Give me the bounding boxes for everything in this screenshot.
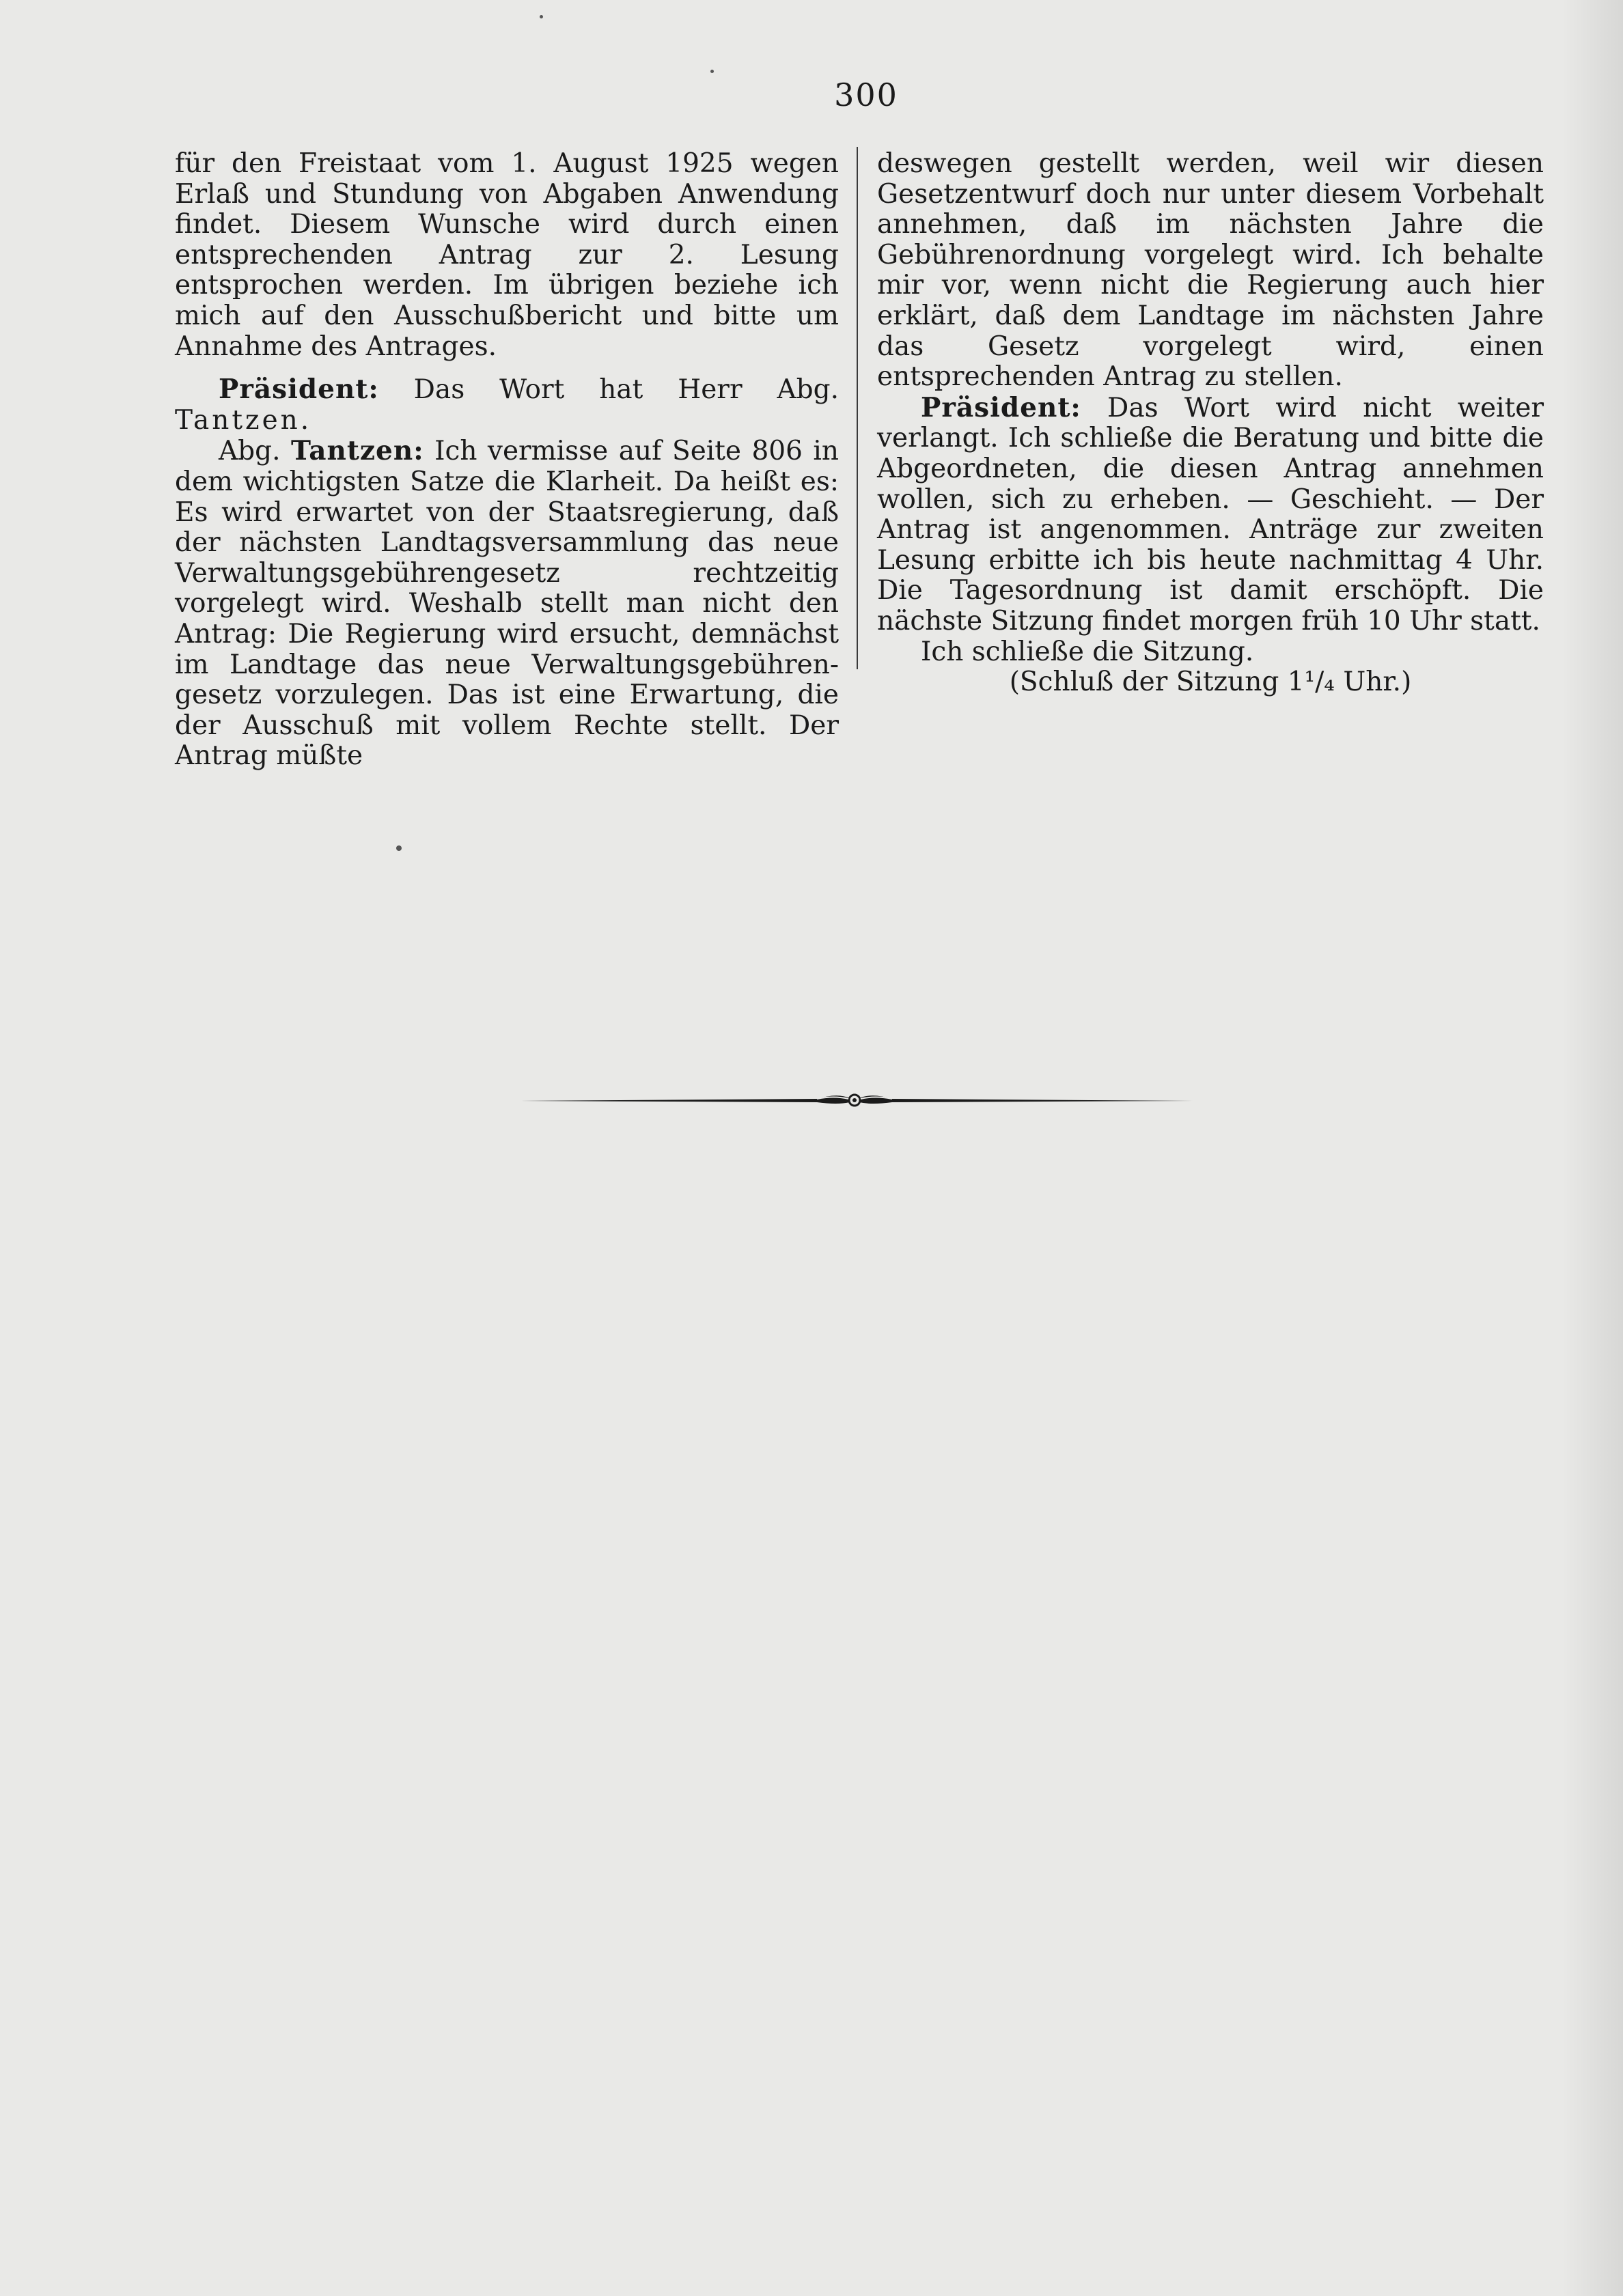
left-paragraph-3-prefix: Abg.: [219, 436, 291, 467]
session-closing-note: (Schluß der Sitzung 1¹/₄ Uhr.): [1009, 667, 1412, 698]
page-number: 300: [834, 76, 898, 113]
print-speck: [396, 845, 402, 851]
left-column: [175, 149, 839, 772]
right-paragraph-2-text: Das Wort wird nicht weiter verlangt. Ich schließe die Beratung und bitte die Abgeordneten, die diesen Antrag annehmen wollen, sich zu erheben. — Geschieht. — Der Antrag ist angenommen. Anträge zur zweiten Lesung erbitte ich bis heute nachmittag 4 Uhr. Die Tagesordnung ist damit erschöpft. Die nächste Sitzung findet morgen früh 10 Uhr statt.: [877, 392, 1544, 636]
print-speck: [710, 70, 714, 73]
left-paragraph-3-text: Ich vermisse auf Seite 806 in dem wichtigsten Satze die Klarheit. Da heißt es: Es wird erwartet von der Staatsregierung, daß der nächsten Landtagsversammlung das neue Verwaltungsgebührengesetz rechtzeitig vorgelegt wird. Weshalb stellt man nicht den Antrag: Die Regierung wird ersucht, demnächst im Landtage das neue Verwaltungsgebührengesetz vorzulegen. Das ist eine Erwartung, die der Ausschuß mit vollem Rechte stellt. Der Antrag müßte: [175, 436, 839, 772]
speaker-praesident: Präsident:: [219, 374, 379, 406]
left-paragraph-2: [175, 374, 839, 436]
right-column: [877, 149, 1544, 698]
speaker-praesident-right: Präsident:: [921, 391, 1081, 423]
right-paragraph-3: Ich schließe die Sitzung.: [921, 636, 1254, 667]
ornamental-divider: [516, 1084, 1193, 1115]
left-paragraph-1: für den Freistaat vom 1. August 1925 wegen Erlaß und Stundung von Abgaben Anwendung findet. Diesem Wunsche wird durch einen entsprechenden Antrag zur 2. Lesung entsprochen werden. Im übrigen beziehe ich mich auf den Ausschußbericht und bitte um Annahme des Antrages.: [175, 148, 839, 362]
right-paragraph-1: deswegen gestellt werden, weil wir diesen Gesetzentwurf doch nur unter diesem Vorbehalt annehmen, daß im nächsten Jahre die Gebührenordnung vorgelegt wird. Ich behalte mir vor, wenn nicht die Regierung auch hier erklärt, daß dem Landtage im nächsten Jahre das Gesetz vorgelegt wird, einen entsprechenden Antrag zu stellen.: [877, 148, 1544, 393]
page-edge-shadow: [1562, 0, 1623, 2296]
left-paragraph-2-text: Das Wort hat Herr Abg.: [378, 374, 839, 406]
speaker-tantzen: Tantzen:: [290, 435, 424, 467]
column-divider: [857, 147, 858, 669]
speaker-name-tantzen: Tantzen.: [175, 404, 312, 436]
print-speck: [540, 15, 543, 18]
right-paragraph-2: [877, 393, 1544, 637]
left-paragraph-3: [175, 436, 839, 772]
